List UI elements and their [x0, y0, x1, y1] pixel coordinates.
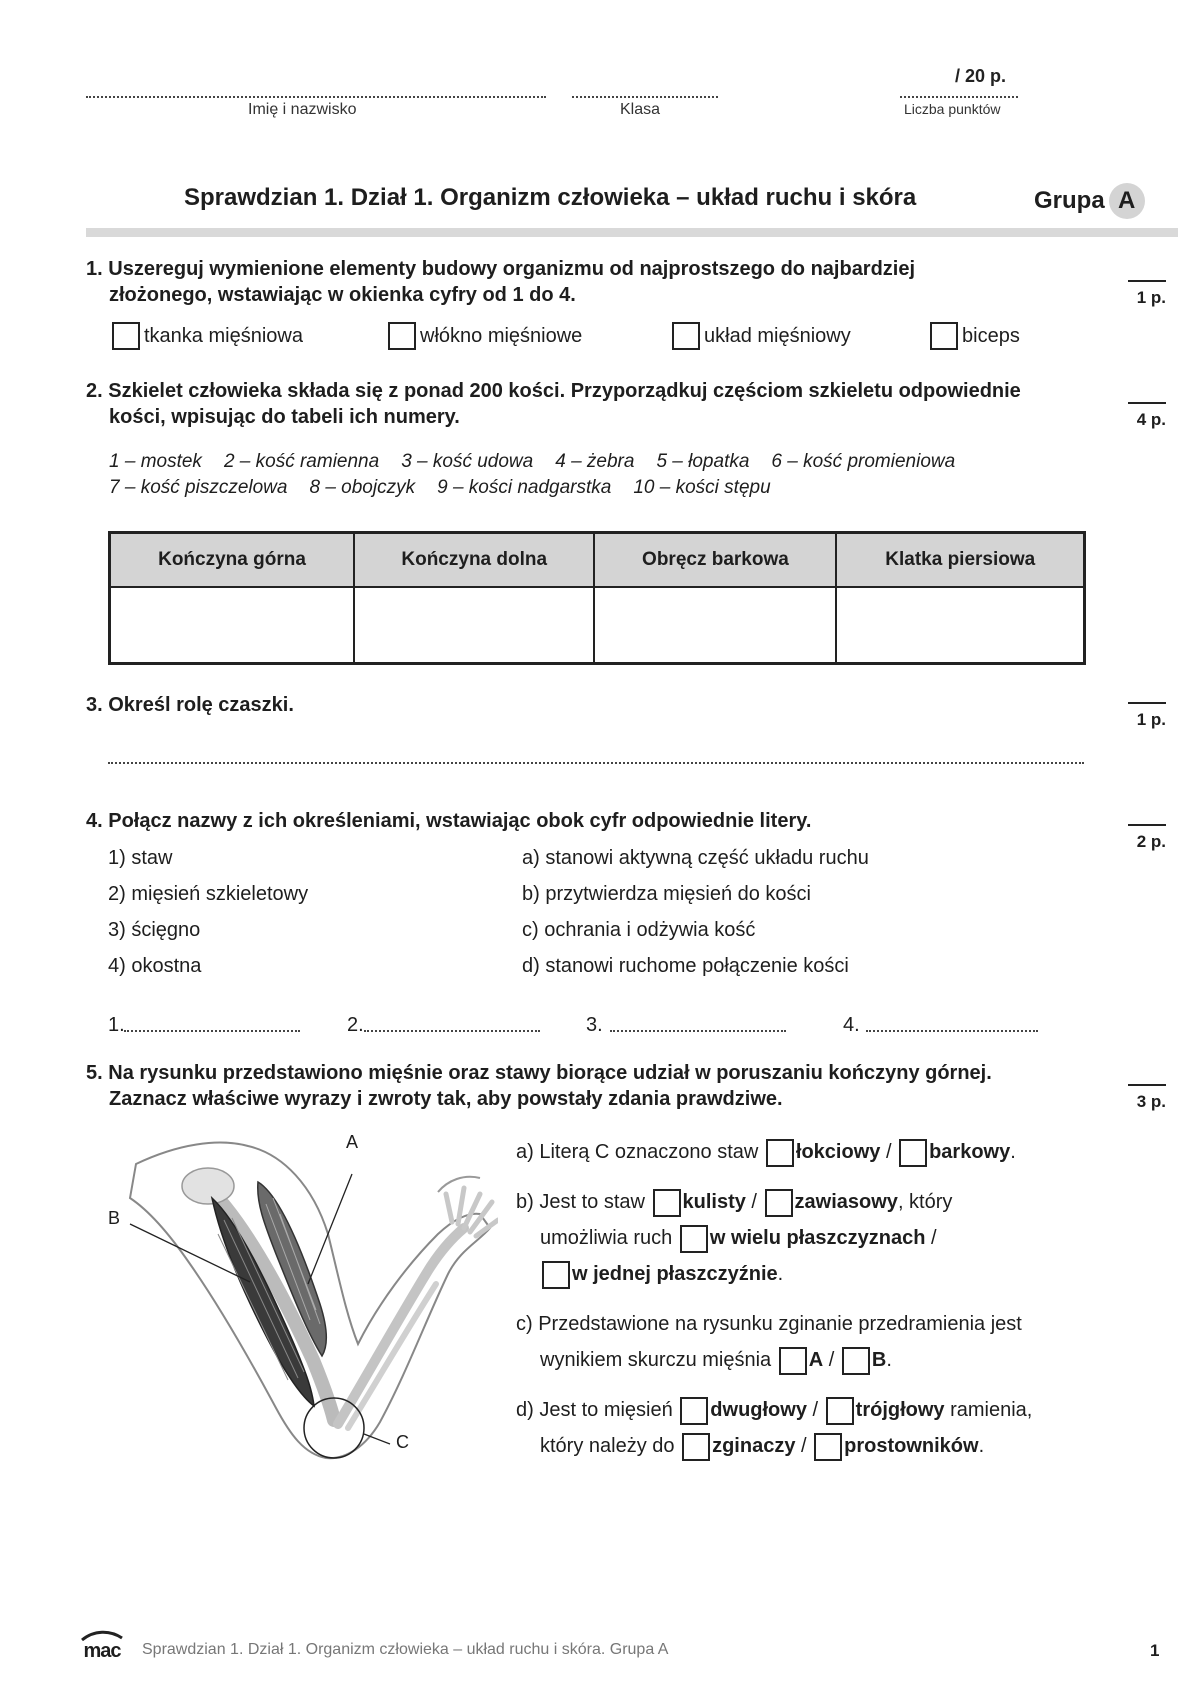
q5-a-opt2: barkowy [929, 1141, 1011, 1163]
q5-a-opt1: łokciowy [795, 1141, 881, 1163]
q2-line1: Szkielet człowieka składa się z ponad 200 kości. Przyporządkuj częściom szkieletu odpowiednie [108, 380, 1021, 402]
q5-b-text2: umożliwia ruch [540, 1227, 673, 1249]
q4-definition: a) stanowi aktywną część układu ruchu [522, 847, 869, 869]
q5-b-box-1[interactable] [653, 1189, 681, 1217]
arm-muscles-illustration [108, 1124, 498, 1468]
separator: / [885, 1141, 892, 1163]
q5-c-opt1: A [808, 1349, 824, 1371]
q3-line: Określ rolę czaszki. [108, 694, 294, 716]
q1-number: 1. [86, 258, 103, 280]
q2-text [86, 378, 1126, 430]
q4-answer-2-label: 2. [347, 1014, 364, 1036]
q2-number: 2. [86, 380, 103, 402]
table-answer-cell[interactable] [836, 587, 1084, 664]
q5-a-text: a) Literą C oznaczono staw [516, 1141, 759, 1163]
q4-number: 4. [86, 810, 103, 832]
q1-line1: Uszereguj wymienione elementy budowy organizmu od najprostszego do najbardziej [108, 258, 916, 280]
separator: / [931, 1227, 937, 1249]
q5-b-opt1: kulisty [682, 1191, 746, 1213]
q5-b-mid: , który [897, 1191, 953, 1213]
q1-option-label: włókno mięśniowe [420, 324, 583, 347]
q5-line1: Na rysunku przedstawiono mięśnie oraz stawy biorące udział w poruszaniu kończyny górnej. [108, 1062, 992, 1084]
q2-legend-row-1 [109, 449, 977, 475]
q3-number: 3. [86, 694, 103, 716]
q5-sentence-b [516, 1184, 952, 1220]
table-header: Kończyna dolna [354, 533, 594, 588]
legend-item: 10 – kości stępu [633, 477, 771, 498]
legend-item: 8 – obojczyk [309, 477, 416, 498]
q5-d-opt4: prostowników [844, 1435, 979, 1457]
q3-answer-line[interactable] [108, 762, 1084, 764]
q5-c-box-1[interactable] [779, 1347, 807, 1375]
label-b: B [108, 1208, 121, 1228]
q4-answer-1[interactable] [124, 1030, 300, 1032]
legend-item: 4 – żebra [555, 451, 635, 472]
legend-item: 7 – kość piszczelowa [109, 477, 288, 498]
period: . [777, 1263, 784, 1285]
q5-points: 3 p. [1128, 1084, 1166, 1112]
q1-option-label: układ mięśniowy [704, 324, 851, 347]
q1-option-1 [112, 322, 303, 350]
q5-d-mid: ramienia, [950, 1399, 1033, 1421]
q5-c-text: c) Przedstawione na rysunku zginanie przedramienia jest [516, 1313, 1022, 1335]
legend-item: 9 – kości nadgarstka [437, 477, 612, 498]
q5-b-box-3[interactable] [680, 1225, 708, 1253]
q5-c-box-2[interactable] [842, 1347, 870, 1375]
q5-a-box-2[interactable] [899, 1139, 927, 1167]
q5-sentence-b-cont2 [540, 1256, 783, 1292]
points-label: Liczba punktów [904, 101, 1001, 117]
q5-number: 5. [86, 1062, 103, 1084]
q5-b-opt4: w jednej płaszczyźnie [572, 1263, 778, 1285]
q4-text [86, 808, 811, 834]
q5-sentence-c-cont [540, 1342, 892, 1378]
group-letter: A [1109, 183, 1145, 219]
legend-item: 1 – mostek [109, 451, 202, 472]
points-field-line[interactable] [900, 96, 1018, 98]
q5-d-opt3: zginaczy [712, 1435, 796, 1457]
q4-definition: b) przytwierdza mięsień do kości [522, 883, 811, 905]
page-number: 1 [1150, 1641, 1160, 1660]
q4-term: 2) mięsień szkieletowy [108, 883, 309, 905]
table-header: Obręcz barkowa [594, 533, 836, 588]
q5-c-text2: wynikiem skurczu mięśnia [540, 1349, 772, 1371]
q4-right-list [522, 840, 869, 984]
q1-box-2[interactable] [388, 322, 416, 350]
footer-text: Sprawdzian 1. Dział 1. Organizm człowieka – układ ruchu i skóra. Grupa A [142, 1641, 669, 1658]
q5-d-text: d) Jest to mięsień [516, 1399, 673, 1421]
q4-definition: d) stanowi ruchome połączenie kości [522, 955, 849, 977]
q2-points: 4 p. [1128, 402, 1166, 430]
q5-line2: Zaznacz właściwe wyrazy i zwroty tak, aby powstały zdania prawdziwe. [109, 1088, 783, 1110]
group-label: Grupa [1034, 187, 1105, 214]
q4-left-list [108, 840, 308, 984]
q1-option-3 [672, 322, 851, 350]
q5-a-box-1[interactable] [766, 1139, 794, 1167]
q4-answer-4-label: 4. [843, 1014, 860, 1036]
class-label: Klasa [620, 101, 661, 118]
q4-term: 3) ścięgno [108, 919, 201, 941]
q2-legend [109, 449, 977, 501]
q4-line: Połącz nazwy z ich określeniami, wstawiając obok cyfr odpowiednie litery. [108, 810, 812, 832]
q4-answer-3-label: 3. [586, 1014, 603, 1036]
q4-points: 2 p. [1128, 824, 1166, 852]
group-badge [1034, 183, 1145, 219]
q1-option-4 [930, 322, 1020, 350]
period: . [1010, 1141, 1016, 1163]
q5-sentence-b-cont [540, 1220, 937, 1256]
q5-c-opt2: B [871, 1349, 887, 1371]
name-label: Imię i nazwisko [248, 101, 357, 118]
q1-box-1[interactable] [112, 322, 140, 350]
name-field-line[interactable] [86, 96, 546, 98]
q5-b-text: b) Jest to staw [516, 1191, 645, 1213]
q3-points: 1 p. [1128, 702, 1166, 730]
q1-box-3[interactable] [672, 322, 700, 350]
legend-item: 6 – kość promieniowa [771, 451, 956, 472]
q5-d-text2: który należy do [540, 1435, 675, 1457]
q5-sentence-d-cont [540, 1428, 984, 1464]
q1-option-2 [388, 322, 582, 350]
table-header: Kończyna górna [110, 533, 355, 588]
title-divider [86, 228, 1178, 237]
label-a: A [346, 1132, 359, 1152]
q4-answer-3[interactable] [610, 1030, 786, 1032]
q4-term: 4) okostna [108, 955, 202, 977]
q5-sentence-a [516, 1134, 1016, 1170]
publisher-logo [80, 1630, 124, 1660]
period: . [886, 1349, 892, 1371]
points-total: / 20 p. [955, 66, 1007, 86]
q1-line2: złożonego, wstawiając w okienka cyfry od 1 do 4. [109, 284, 576, 306]
q4-answer-1-label: 1. [108, 1014, 125, 1036]
q5-sentence-d [516, 1392, 1032, 1428]
logo-text: mac [83, 1640, 121, 1662]
separator: / [828, 1349, 835, 1371]
separator: / [812, 1399, 819, 1421]
q2-line2: kości, wpisując do tabeli ich numery. [109, 406, 460, 428]
q5-b-box-4[interactable] [542, 1261, 570, 1289]
legend-item: 5 – łopatka [656, 451, 750, 472]
q2-table [108, 531, 1086, 665]
legend-item: 3 – kość udowa [401, 451, 534, 472]
q4-answer-2[interactable] [364, 1030, 540, 1032]
q4-answer-4[interactable] [866, 1030, 1038, 1032]
q5-b-box-2[interactable] [765, 1189, 793, 1217]
q5-d-opt2: trójgłowy [855, 1399, 945, 1421]
page-title: Sprawdzian 1. Dział 1. Organizm człowieka – układ ruchu i skóra [184, 184, 917, 211]
period: . [978, 1435, 985, 1457]
q5-d-box-2[interactable] [826, 1397, 854, 1425]
q1-option-label: biceps [962, 324, 1020, 347]
separator: / [801, 1435, 807, 1457]
table-header: Klatka piersiowa [836, 533, 1084, 588]
q5-b-opt3: w wielu płaszczyznach [709, 1227, 926, 1249]
table-answer-cell[interactable] [110, 587, 355, 664]
q4-term: 1) staw [108, 847, 173, 869]
class-field-line[interactable] [572, 96, 718, 98]
q5-sentence-c [516, 1306, 1022, 1342]
q3-text [86, 692, 294, 718]
q1-box-4[interactable] [930, 322, 958, 350]
q1-option-label: tkanka mięśniowa [144, 324, 303, 347]
legend-item: 2 – kość ramienna [223, 451, 380, 472]
q5-b-opt2: zawiasowy [794, 1191, 898, 1213]
q1-text [86, 256, 1106, 308]
q5-d-box-4[interactable] [814, 1433, 842, 1461]
q4-definition: c) ochrania i odżywia kość [522, 919, 756, 941]
q5-d-box-3[interactable] [682, 1433, 710, 1461]
table-answer-cell[interactable] [354, 587, 594, 664]
q5-d-opt1: dwugłowy [710, 1399, 807, 1421]
table-answer-cell[interactable] [594, 587, 836, 664]
q2-legend-row-2 [109, 475, 977, 501]
separator: / [751, 1191, 757, 1213]
q5-text [86, 1060, 1126, 1112]
q1-points: 1 p. [1128, 280, 1166, 308]
q5-d-box-1[interactable] [680, 1397, 708, 1425]
label-c: C [396, 1432, 409, 1452]
